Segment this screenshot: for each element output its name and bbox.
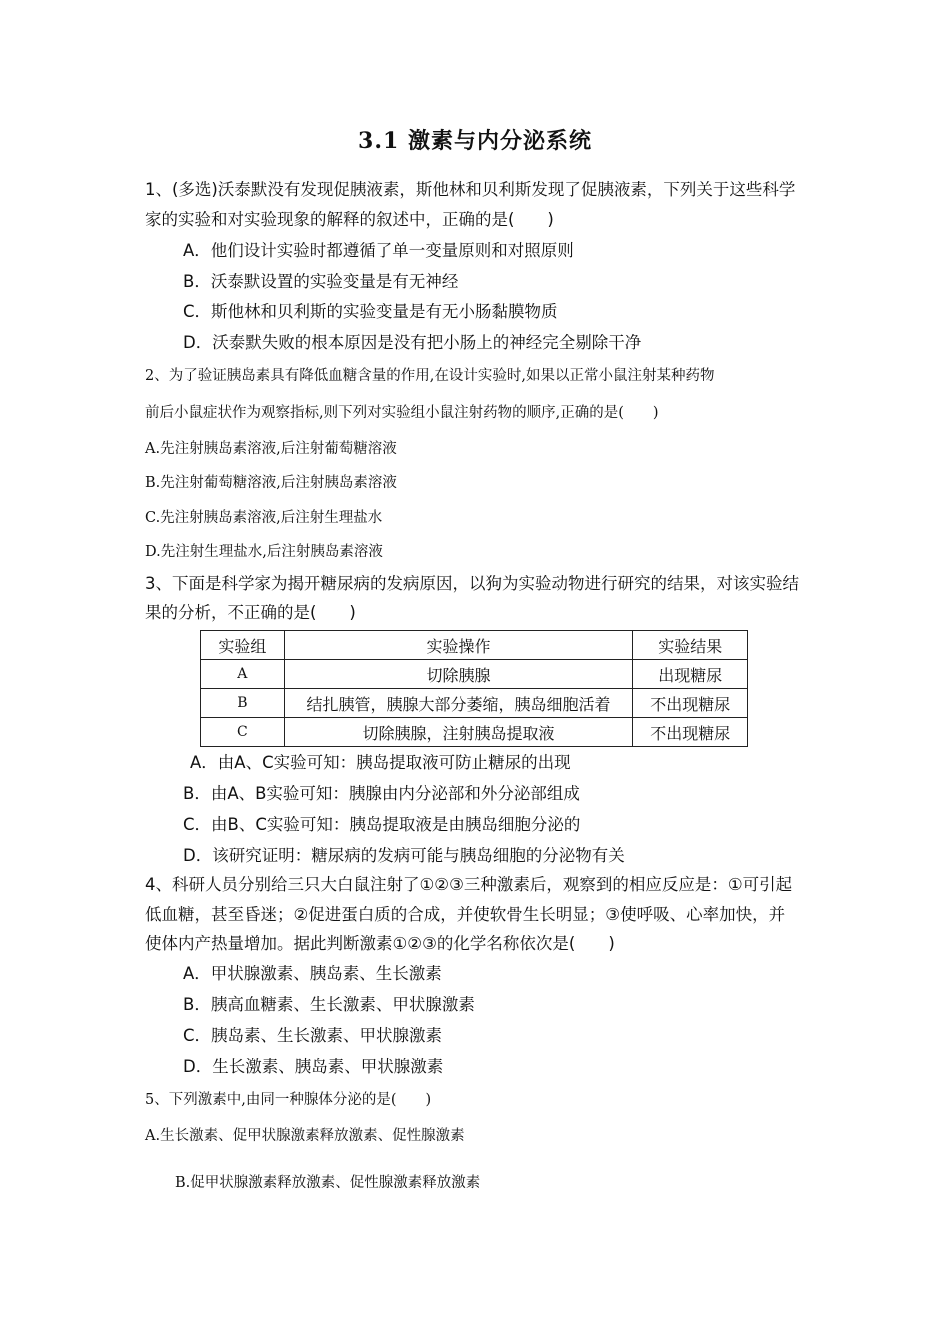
q3-option-a: A．由A、C实验可知：胰岛提取液可防止糖尿的出现 xyxy=(190,753,571,772)
table-cell-result: 不出现糖尿 xyxy=(633,718,748,747)
table-header-cell: 实验操作 xyxy=(284,631,633,660)
q4-option-d: D．生长激素、胰岛素、甲状腺激素 xyxy=(183,1057,444,1076)
q4-stem-line-1: 4、科研人员分别给三只大白鼠注射了①②③三种激素后，观察到的相应反应是：①可引起 xyxy=(145,875,793,894)
q2-stem-line-1: 2、为了验证胰岛素具有降低血糖含量的作用,在设计实验时,如果以正常小鼠注射某种药物 xyxy=(145,368,715,384)
q5-option-a: A.生长激素、促甲状腺激素释放激素、促性腺激素 xyxy=(145,1128,465,1144)
table-cell-group: B xyxy=(201,689,285,718)
table-cell-operation: 切除胰腺，注射胰岛提取液 xyxy=(284,718,633,747)
table-cell-operation: 切除胰腺 xyxy=(284,660,633,689)
q1-option-a: A．他们设计实验时都遵循了单一变量原则和对照原则 xyxy=(183,241,574,260)
q1-option-c: C．斯他林和贝利斯的实验变量是有无小肠黏膜物质 xyxy=(183,302,558,321)
table-cell-result: 出现糖尿 xyxy=(633,660,748,689)
q1-stem-line-2: 家的实验和对实验现象的解释的叙述中，正确的是( ) xyxy=(145,210,554,229)
q2-option-d: D.先注射生理盐水,后注射胰岛素溶液 xyxy=(145,544,383,560)
q4-option-c: C．胰岛素、生长激素、甲状腺激素 xyxy=(183,1026,443,1045)
q4-stem-line-2: 低血糖，甚至昏迷；②促进蛋白质的合成，并使软骨生长明显；③使呼吸、心率加快，并 xyxy=(145,905,786,924)
q2-option-a: A.先注射胰岛素溶液,后注射葡萄糖溶液 xyxy=(145,441,397,457)
q2-stem-line-2: 前后小鼠症状作为观察指标,则下列对实验组小鼠注射药物的顺序,正确的是( ) xyxy=(145,405,659,421)
q2-option-c: C.先注射胰岛素溶液,后注射生理盐水 xyxy=(145,510,383,526)
q1-option-b: B．沃泰默设置的实验变量是有无神经 xyxy=(183,272,459,291)
experiment-table xyxy=(200,630,748,747)
table-header-cell: 实验结果 xyxy=(633,631,748,660)
q3-option-c: C．由B、C实验可知：胰岛提取液是由胰岛细胞分泌的 xyxy=(183,815,581,834)
q2-option-b: B.先注射葡萄糖溶液,后注射胰岛素溶液 xyxy=(145,475,397,491)
table-cell-result: 不出现糖尿 xyxy=(633,689,748,718)
table-cell-group: C xyxy=(201,718,285,747)
q4-option-a: A．甲状腺激素、胰岛素、生长激素 xyxy=(183,964,442,983)
q1-stem-line-1: 1、(多选)沃泰默没有发现促胰液素，斯他林和贝利斯发现了促胰液素，下列关于这些科学 xyxy=(145,180,796,199)
q3-stem-line-1: 3、下面是科学家为揭开糖尿病的发病原因，以狗为实验动物进行研究的结果，对该实验结 xyxy=(145,574,799,593)
table-header-row xyxy=(201,631,748,660)
q1-option-d: D．沃泰默失败的根本原因是没有把小肠上的神经完全剔除干净 xyxy=(183,333,642,352)
q5-stem: 5、下列激素中,由同一种腺体分泌的是( ) xyxy=(145,1092,432,1108)
q4-option-b: B．胰高血糖素、生长激素、甲状腺激素 xyxy=(183,995,475,1014)
table-row xyxy=(201,718,748,747)
table-row xyxy=(201,689,748,718)
table-row xyxy=(201,660,748,689)
q4-stem-line-3: 使体内产热量增加。据此判断激素①②③的化学名称依次是( ) xyxy=(145,934,615,953)
document-title: 3.1 激素与内分泌系统 xyxy=(358,128,592,154)
table-cell-operation: 结扎胰管，胰腺大部分萎缩，胰岛细胞活着 xyxy=(284,689,633,718)
q3-option-d: D．该研究证明：糖尿病的发病可能与胰岛细胞的分泌物有关 xyxy=(183,846,625,865)
table-header-cell: 实验组 xyxy=(201,631,285,660)
table-cell-group: A xyxy=(201,660,285,689)
q3-stem-line-2: 果的分析，不正确的是( ) xyxy=(145,603,356,622)
q3-option-b: B．由A、B实验可知：胰腺由内分泌部和外分泌部组成 xyxy=(183,784,580,803)
q5-option-b: B.促甲状腺激素释放激素、促性腺激素释放激素 xyxy=(175,1175,481,1191)
